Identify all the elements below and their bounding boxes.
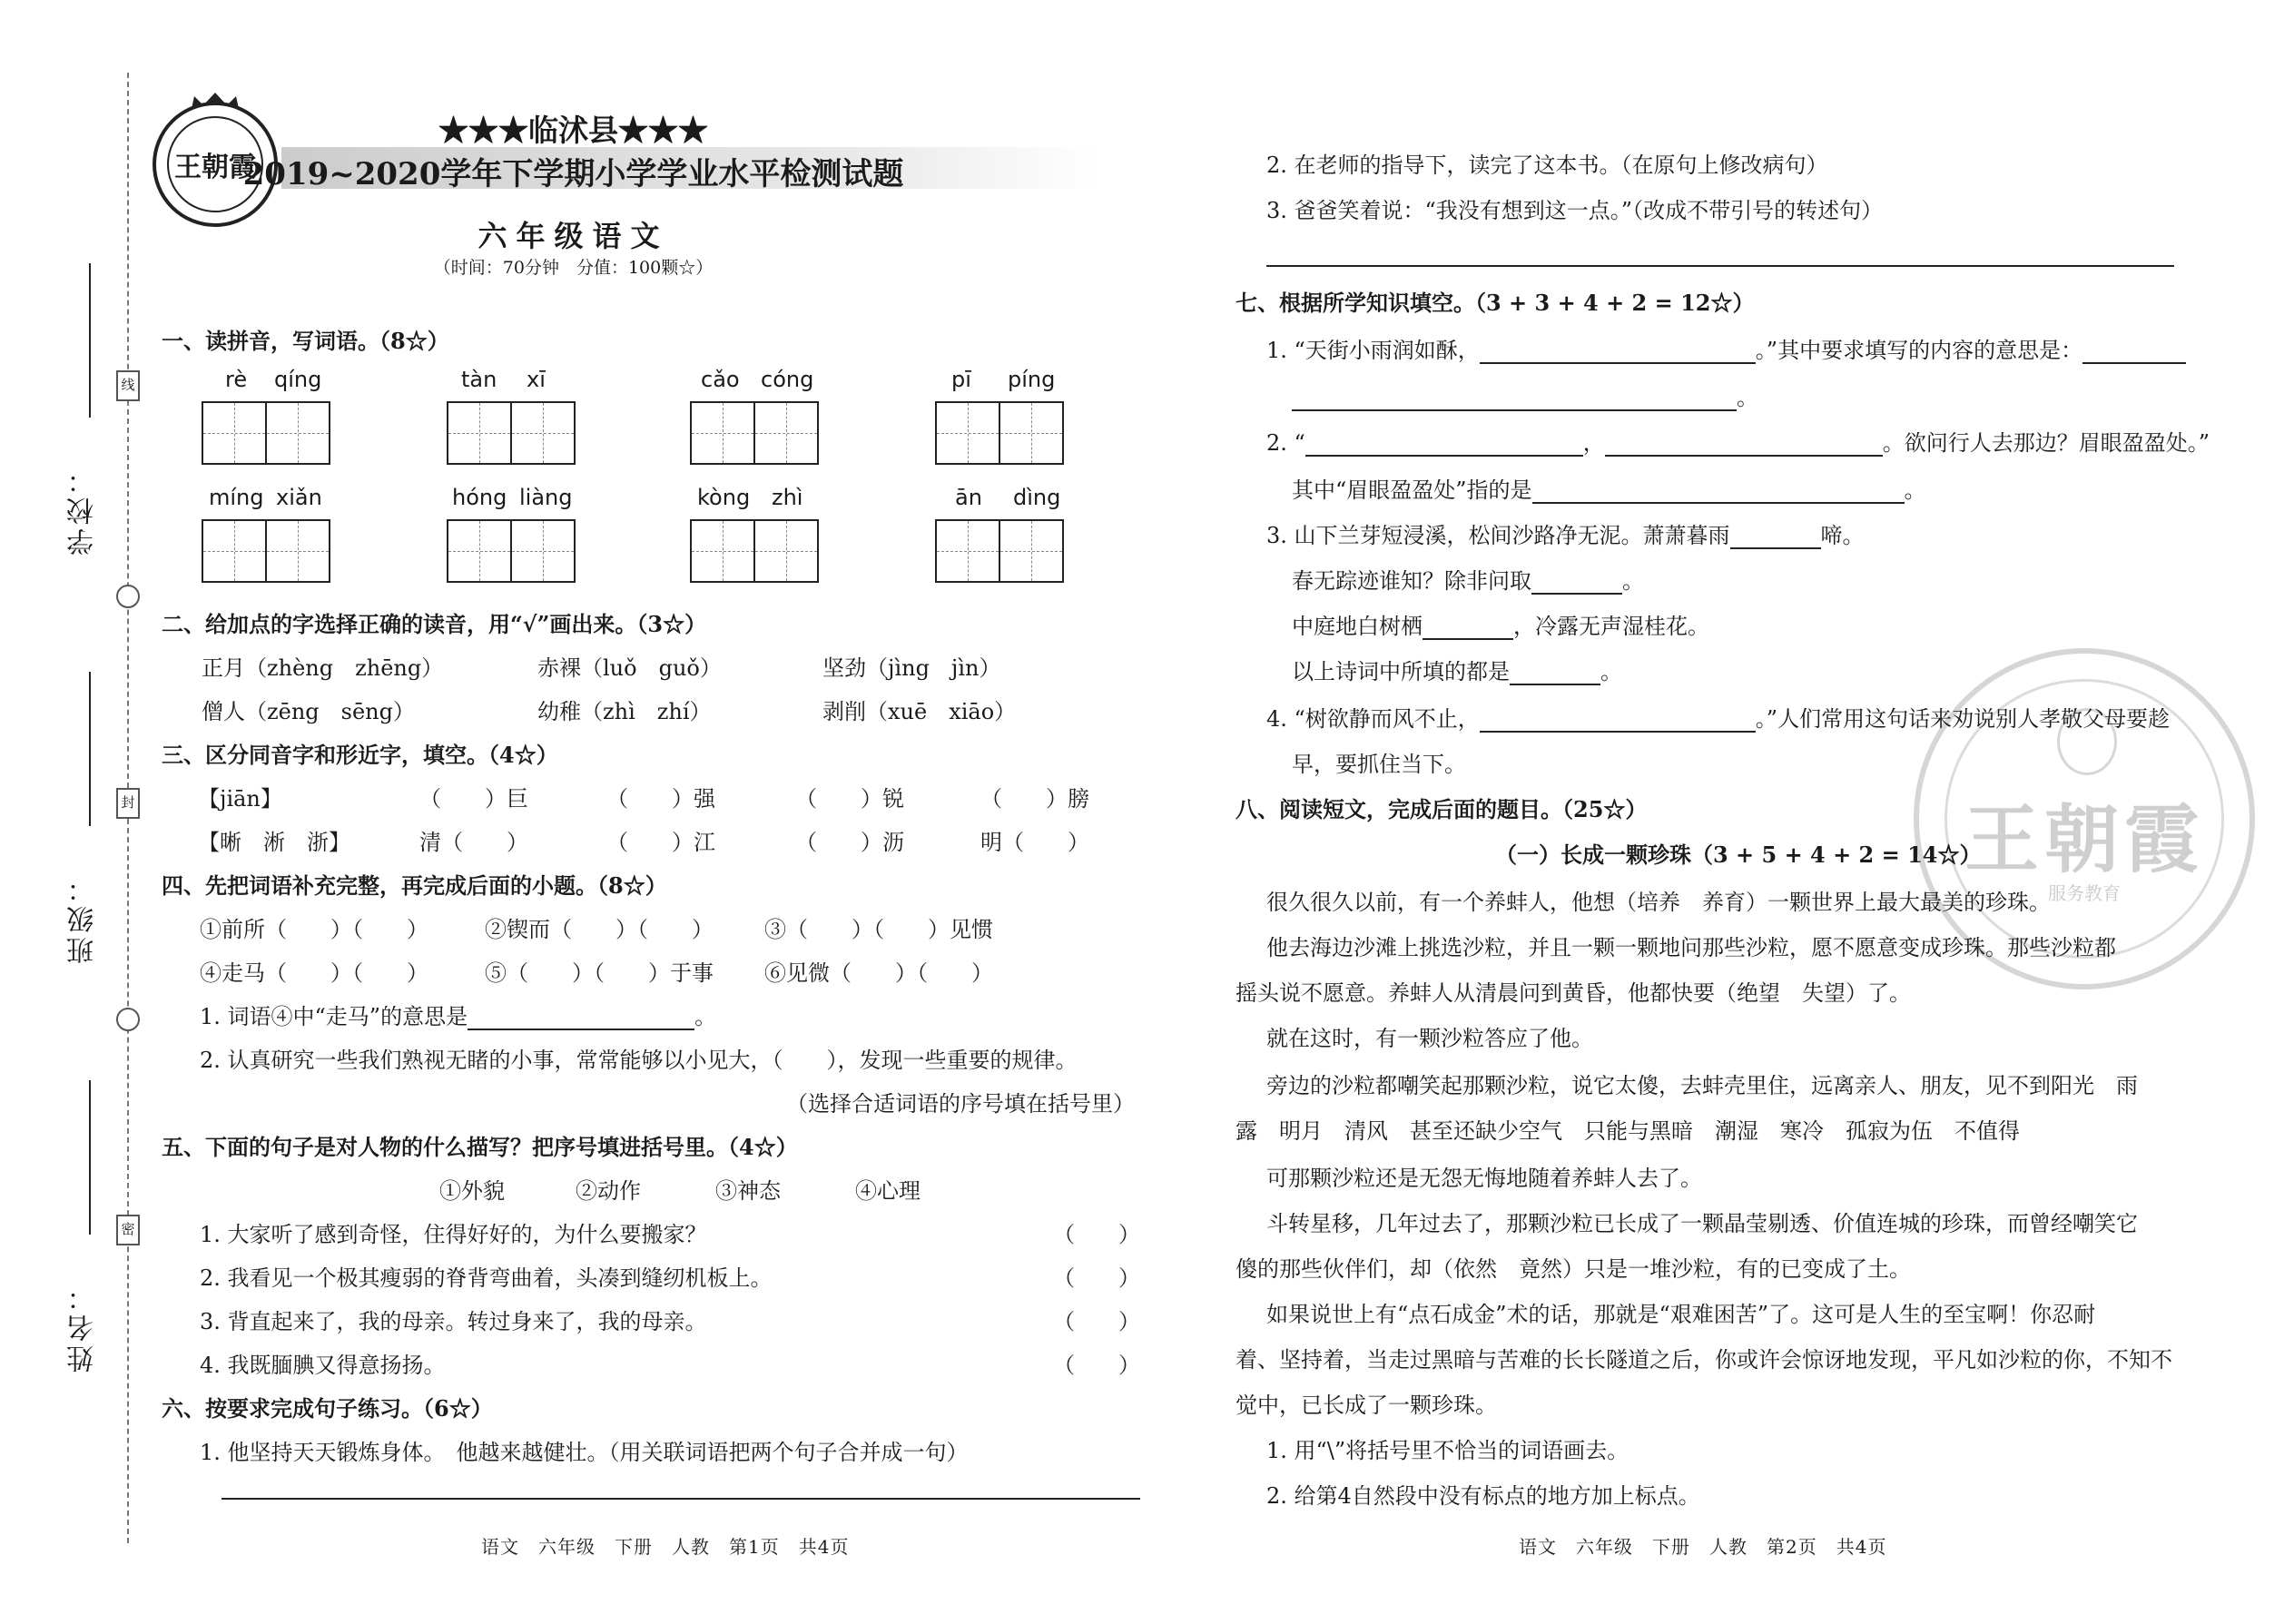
writing-grid[interactable] [202,519,330,583]
passage-line: 觉中，已长成了一颗珍珠。 [1236,1393,1497,1418]
q4-sub2-note: （选择合适词语的序号填在括号里） [786,1091,1135,1117]
watermark-name: 王朝霞 [1964,796,2204,883]
q5-item: 2. 我看见一个极其瘦弱的脊背弯曲着，头凑到缝纫机板上。 [200,1265,773,1291]
county-title: ★★★临沭县★★★ [438,113,708,148]
time-score-info: （时间：70分钟 分值：100颗☆） [433,258,714,278]
q7-item2 [1266,425,2210,457]
q5-answer-paren[interactable]: （ ） [1053,1222,1140,1247]
q4-idiom[interactable]: ①前所（ ）（ ） [200,917,428,942]
passage-line: 可那颗沙粒还是无怨无悔地随着养蚌人去了。 [1266,1166,1702,1191]
pinyin-6a: hóng [452,485,507,510]
q5-item: 1. 大家听了感到奇怪，住得好好的，为什么要搬家？ [200,1222,707,1247]
q5-item: 4. 我既腼腆又得意扬扬。 [200,1353,446,1378]
answer-blank[interactable] [2082,340,2186,364]
pinyin-7b: zhì [772,485,803,510]
q4-idiom[interactable]: ⑤（ ）（ ）于事 [485,960,714,986]
q7-text: 春无踪迹谁知？除非问取 [1292,568,1531,594]
q4-sub1 [200,999,716,1030]
answer-blank[interactable] [1532,480,1905,504]
footer-page-2: 语文 六年级 下册 人教 第2页 共4页 [1519,1536,1887,1558]
writing-grid[interactable] [935,401,1064,465]
passage-line: 露 明月 清风 甚至还缺少空气 只能与黑暗 潮湿 寒冷 孤寂为伍 不值得 [1236,1118,2020,1144]
answer-blank[interactable] [1605,433,1883,457]
subject-title: 六年级语文 [478,219,669,253]
q3-blank[interactable]: （ ）巨 [419,786,528,812]
pinyin-8b: dìng [1013,485,1061,510]
q7-item4-cont: 早，要抓住当下。 [1292,752,1466,777]
page-2 [1147,0,2294,1624]
q7-text: 啼。 [1820,523,1865,548]
q7-text: 以上诗词中所填的都是 [1292,659,1510,684]
q7-item3-d [1292,654,1622,685]
passage-line: 傻的那些伙伴们，却（依然 竟然）只是一堆沙粒，有的已变成了土。 [1236,1256,1911,1282]
passage-line: 很久很久以前，有一个养蚌人，他想（培养 养育）一颗世界上最大最美的珍珠。 [1266,890,2051,915]
q7-text: 。 [1904,477,1926,503]
q4-heading: 四、先把词语补充完整，再完成后面的小题。（8☆） [162,872,667,899]
writing-grid[interactable] [690,401,819,465]
q6-item1: 1. 他坚持天天锻炼身体。 他越来越健壮。（用关联词语把两个句子合并成一句） [200,1440,969,1465]
passage-title: （一）长成一颗珍珠（3 + 5 + 4 + 2 = 14☆） [1495,842,1982,868]
pinyin-4b: píng [1008,367,1056,392]
q5-option: ②动作 [576,1178,641,1204]
q7-text: 。”其中要求填写的内容的意思是： [1755,338,2083,363]
q7-item3-c [1292,608,1709,640]
q7-text: 。 [1737,385,1758,410]
q1-heading: 一、读拼音，写词语。（8☆） [162,328,449,354]
writing-grid[interactable] [202,401,330,465]
q5-item: 3. 背直起来了，我的母亲。转过身来了，我的母亲。 [200,1309,707,1334]
q5-option: ④心理 [855,1178,921,1204]
q3-blank[interactable]: 清（ ） [419,830,528,855]
writing-grid[interactable] [447,401,576,465]
q2-item[interactable]: 正月（zhèng zhēng） [202,655,444,681]
q7-text: 中庭地白树栖 [1292,614,1423,639]
pinyin-4a: pī [951,367,971,392]
q5-option: ①外貌 [439,1178,505,1204]
q7-item1-cont [1292,379,1758,411]
answer-blank[interactable] [1531,571,1622,595]
pinyin-8a: ān [955,485,982,510]
pinyin-1a: rè [225,367,248,392]
q4-sub1-text: 1. 词语④中“走马”的意思是 [200,1004,468,1029]
pinyin-7a: kòng [697,485,751,510]
q3-blank[interactable]: （ ）膀 [980,786,1089,812]
answer-blank[interactable] [1480,709,1756,733]
q3-blank[interactable]: （ ）锐 [795,786,904,812]
q7-heading: 七、根据所学知识填空。（3 + 3 + 4 + 2 = 12☆） [1236,290,1755,316]
q5-answer-paren[interactable]: （ ） [1053,1353,1140,1378]
q2-item[interactable]: 幼稚（zhì zhí） [537,699,712,724]
q6-item2: 2. 在老师的指导下，读完了这本书。（在原句上修改病句） [1266,153,1828,178]
pinyin-5a: míng [209,485,264,510]
q4-idiom[interactable]: ②锲而（ ）（ ） [485,917,714,942]
school-blank-line [89,263,91,418]
q3-blank[interactable]: （ ）强 [606,786,715,812]
q5-heading: 五、下面的句子是对人物的什么描写？把序号填进括号里。（4☆） [162,1134,798,1160]
q3-row2-label: 【晰 淅 浙】 [198,830,350,855]
q7-text: 。 [1622,568,1644,594]
q7-text: 4. “树欲静而风不止， [1266,706,1480,732]
q6-item3: 3. 爸爸笑着说：“我没有想到这一点。”（改成不带引号的转述句） [1266,198,1884,223]
pinyin-6b: liàng [519,485,573,510]
cut-mark-secret: 密 [116,1215,140,1245]
answer-blank[interactable] [1423,616,1513,640]
q2-item[interactable]: 僧人（zēng sēng） [202,699,416,724]
q4-idiom[interactable]: ⑥见微（ ）（ ） [764,960,993,986]
q8-question2: 2. 给第4自然段中没有标点的地方加上标点。 [1266,1483,1700,1509]
q7-text: 。欲问行人去那边？眉眼盈盈处。” [1882,430,2210,456]
name-label: 姓名： [67,1280,99,1373]
footer-page-1: 语文 六年级 下册 人教 第1页 共4页 [481,1536,850,1558]
passage-line: 着、坚持着，当走过黑暗与苦难的长长隧道之后，你或许会惊讶地发现，平凡如沙粒的你，不知不 [1236,1347,2172,1373]
pinyin-3b: cóng [761,367,814,392]
q5-option: ③神态 [715,1178,781,1204]
q6-heading: 六、按要求完成句子练习。（6☆） [162,1395,493,1422]
answer-line[interactable] [222,1498,1140,1500]
answer-blank[interactable] [1292,388,1737,411]
q8-question1: 1. 用“\”将括号里不恰当的词语画去。 [1266,1438,1629,1463]
writing-grid[interactable] [690,519,819,583]
q7-item2-cont [1292,472,1926,504]
q7-text: 其中“眉眼盈盈处”指的是 [1292,477,1532,503]
q7-text: ，冷露无声湿桂花。 [1513,614,1709,639]
q7-item3-b [1292,563,1644,595]
cut-mark-line: 线 [116,370,140,401]
q7-text: 3. 山下兰芽短浸溪，松间沙路净无泥。萧萧暮雨 [1266,523,1730,548]
class-blank-line [89,672,91,826]
answer-line[interactable] [1266,265,2174,267]
cut-circle-icon [116,585,140,608]
exam-title: 2019~2020学年下学期小学学业水平检测试题 [242,156,904,192]
answer-blank[interactable] [468,1007,694,1030]
answer-blank[interactable] [1305,433,1583,457]
q7-text: 2. “ [1266,430,1305,456]
q4-idiom[interactable]: ③（ ）（ ）见惯 [764,917,993,942]
q2-heading: 二、给加点的字选择正确的读音，用“√”画出来。（3☆） [162,611,707,637]
answer-blank[interactable] [1730,526,1821,549]
pinyin-1b: qíng [274,367,322,392]
passage-line: 如果说世上有“点石成金”术的话，那就是“艰难困苦”了。这可是人生的至宝啊！你忍耐 [1266,1302,2096,1327]
class-label: 班级： [67,871,99,964]
q7-item3 [1266,517,1865,549]
q3-blank[interactable]: （ ）江 [606,830,715,855]
pinyin-5b: xiǎn [276,485,322,510]
q5-answer-paren[interactable]: （ ） [1053,1309,1140,1334]
q3-heading: 三、区分同音字和形近字，填空。（4☆） [162,742,558,768]
answer-blank[interactable] [1510,662,1600,685]
q8-heading: 八、阅读短文，完成后面的题目。（25☆） [1236,796,1648,822]
q2-item[interactable]: 剥削（xuē xiāo） [822,699,1017,724]
writing-grid[interactable] [447,519,576,583]
q7-text: 。 [1600,659,1622,684]
q7-text: 。”人们常用这句话来劝说别人孝敬父母要趁 [1755,706,2171,732]
q3-row1-label: 【jiān】 [198,786,282,812]
pinyin-2a: tàn [461,367,497,392]
q2-item[interactable]: 坚劲（jìng jìn） [822,655,1001,681]
passage-line: 他去海边沙滩上挑选沙粒，并且一颗一颗地问那些沙粒，愿不愿意变成珍珠。那些沙粒都 [1266,935,2116,960]
writing-grid[interactable] [935,519,1064,583]
passage-line: 摇头说不愿意。养蚌人从清晨问到黄昏，他都快要（绝望 失望）了。 [1236,980,1911,1006]
q3-blank[interactable]: （ ）沥 [795,830,904,855]
q2-item[interactable]: 赤裸（luǒ guǒ） [537,655,722,681]
passage-line: 斗转星移，几年过去了，那颗沙粒已长成了一颗晶莹剔透、价值连城的珍珠，而曾经嘲笑它 [1266,1211,2138,1236]
pinyin-2b: xī [527,367,546,392]
q4-sub2: 2. 认真研究一些我们熟视无睹的小事，常常能够以小见大，（ ），发现一些重要的规律。 [200,1048,1078,1073]
passage-line: 就在这时，有一颗沙粒答应了他。 [1266,1026,1593,1051]
school-label: 学校： [67,463,99,556]
q4-idiom[interactable]: ④走马（ ）（ ） [200,960,428,986]
q4-sub1-end: 。 [694,1004,717,1029]
watermark-sub: 服务教育 [2048,882,2121,904]
q5-answer-paren[interactable]: （ ） [1053,1265,1140,1291]
pinyin-3a: cǎo [701,367,740,392]
q7-text: ， [1582,430,1605,456]
answer-blank[interactable] [1480,340,1756,364]
q7-item4 [1266,701,2170,733]
q3-blank[interactable]: 明（ ） [980,830,1089,855]
q7-item1 [1266,332,2186,364]
logo-text: 王朝霞 [167,116,263,212]
q7-text: 1. “天街小雨润如酥， [1266,338,1480,363]
passage-line: 旁边的沙粒都嘲笑起那颗沙粒，说它太傻，去蚌壳里住，远离亲人、朋友，见不到阳光 雨 [1266,1073,2138,1098]
name-blank-line [89,1080,91,1235]
cut-mark-seal: 封 [116,788,140,819]
cut-circle-icon [116,1008,140,1031]
